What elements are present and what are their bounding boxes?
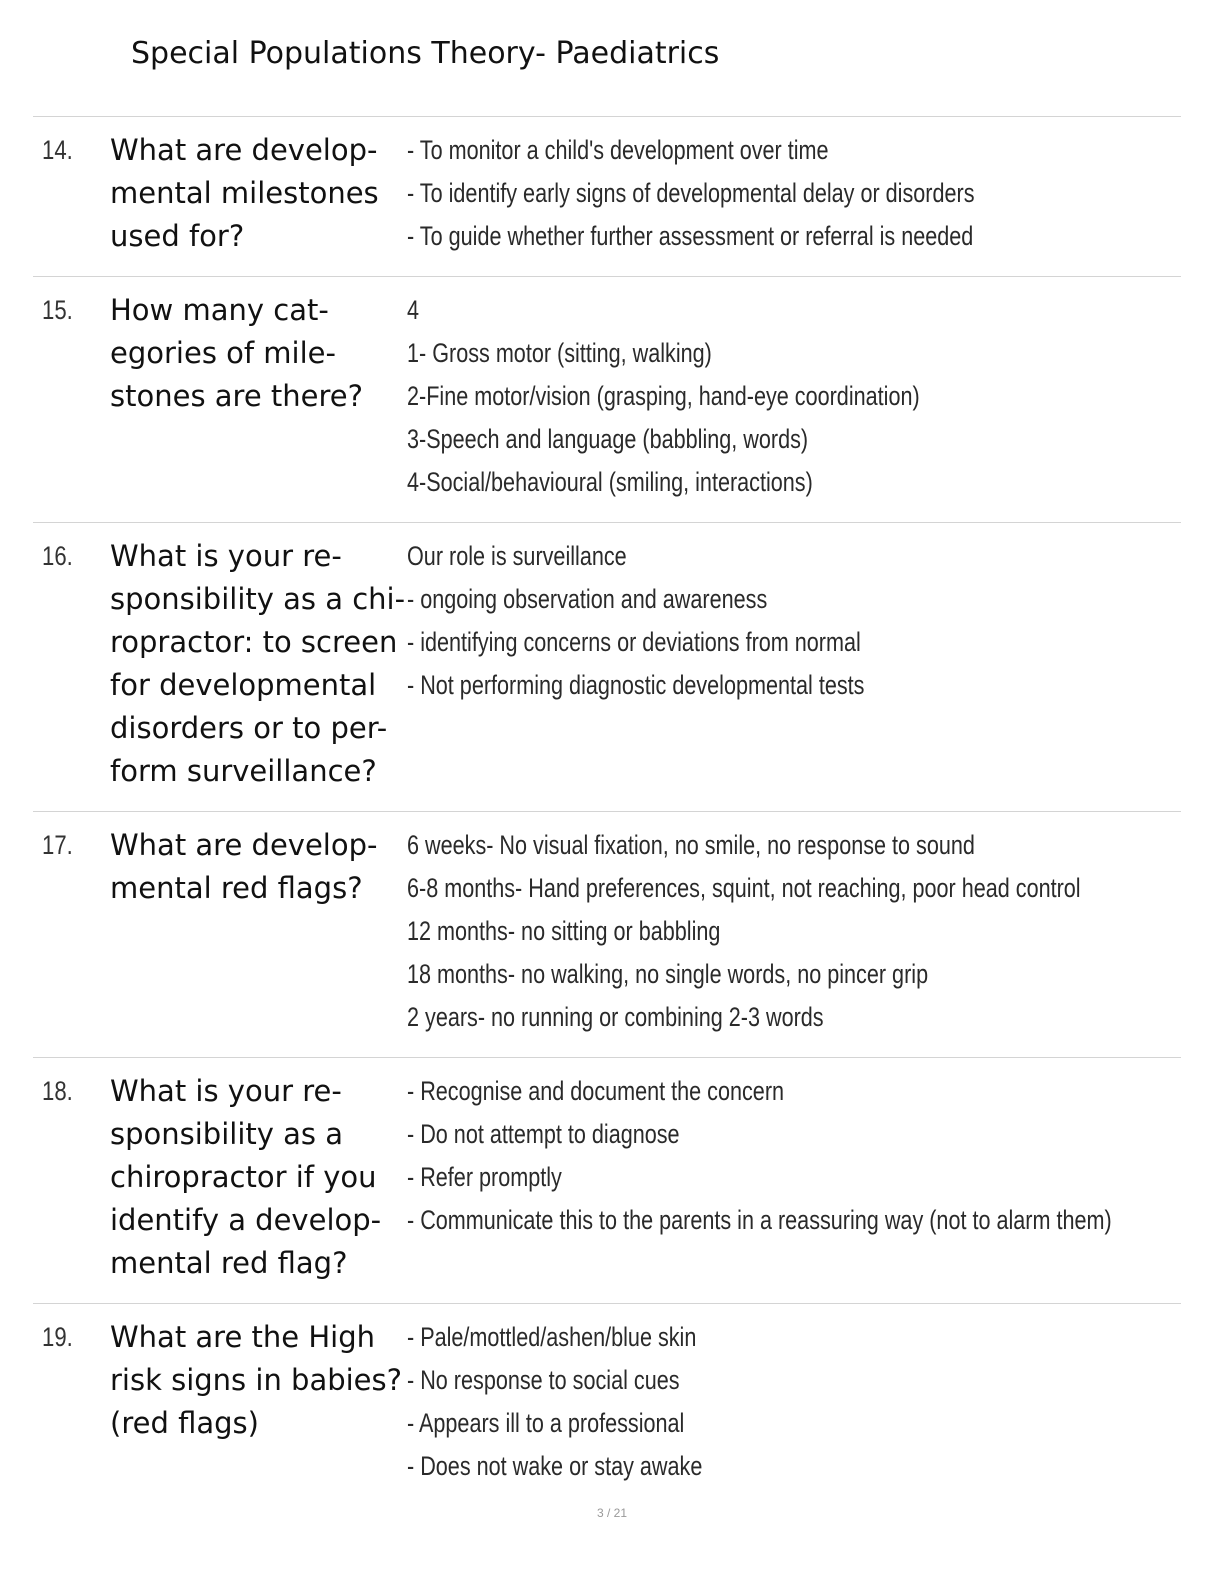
answer-line: - To guide whether further assessment or referral is needed xyxy=(407,221,974,251)
question-line: sponsibility as a xyxy=(110,1117,344,1151)
question-line: mental red flags? xyxy=(110,871,363,905)
card-question xyxy=(110,289,410,418)
divider xyxy=(33,276,1181,277)
question-line: What are develop- xyxy=(110,133,378,167)
question-line: What is your re- xyxy=(110,1074,342,1108)
card-number: 15. xyxy=(42,295,73,325)
card-answer xyxy=(407,1070,1224,1242)
answer-line: Our role is surveillance xyxy=(407,541,627,571)
answer-line: - Do not attempt to diagnose xyxy=(407,1119,680,1149)
answer-line: 4-Social/behavioural (smiling, interactions) xyxy=(407,467,813,497)
page-number: 3 / 21 xyxy=(596,1506,628,1520)
card-answer xyxy=(407,289,1048,504)
question-line: mental red flag? xyxy=(110,1246,348,1280)
answer-line: - To identify early signs of developmental delay or disorders xyxy=(407,178,975,208)
card-number: 17. xyxy=(42,830,73,860)
question-line: disorders or to per- xyxy=(110,711,388,745)
card-answer xyxy=(407,824,1224,1039)
answer-line: - Does not wake or stay awake xyxy=(407,1451,703,1481)
divider xyxy=(33,1057,1181,1058)
page-title: Special Populations Theory- Paediatrics xyxy=(131,36,720,71)
card-answer xyxy=(407,535,979,707)
question-line: What are the High xyxy=(110,1320,375,1354)
card-question xyxy=(110,1070,410,1285)
question-line: sponsibility as a chi- xyxy=(110,582,406,616)
answer-line: - Recognise and document the concern xyxy=(407,1076,785,1106)
card-question xyxy=(110,129,410,258)
card-number: 16. xyxy=(42,541,73,571)
answer-line: 2 years- no running or combining 2-3 words xyxy=(407,1002,824,1032)
answer-line: - Refer promptly xyxy=(407,1162,562,1192)
question-line: chiropractor if you xyxy=(110,1160,377,1194)
question-line: risk signs in babies? xyxy=(110,1363,403,1397)
card-question xyxy=(110,1316,410,1445)
answer-line: - Communicate this to the parents in a reassuring way (not to alarm them) xyxy=(407,1205,1112,1235)
divider xyxy=(33,811,1181,812)
question-line: mental milestones xyxy=(110,176,379,210)
question-line: (red flags) xyxy=(110,1406,259,1440)
card-answer xyxy=(407,1316,776,1488)
answer-line: - Appears ill to a professional xyxy=(407,1408,685,1438)
question-line: form surveillance? xyxy=(110,754,377,788)
divider xyxy=(33,522,1181,523)
card-number: 14. xyxy=(42,135,73,165)
card-question xyxy=(110,535,410,793)
question-line: identify a develop- xyxy=(110,1203,382,1237)
card-question xyxy=(110,824,410,910)
answer-line: 18 months- no walking, no single words, no pincer grip xyxy=(407,959,929,989)
answer-line: 4 xyxy=(407,295,420,325)
card-answer xyxy=(407,129,1116,258)
answer-line: - identifying concerns or deviations from normal xyxy=(407,627,861,657)
divider xyxy=(33,116,1181,117)
answer-line: 1- Gross motor (sitting, walking) xyxy=(407,338,712,368)
question-line: ropractor: to screen xyxy=(110,625,398,659)
question-line: egories of mile- xyxy=(110,336,336,370)
question-line: How many cat- xyxy=(110,293,329,327)
answer-line: 2-Fine motor/vision (grasping, hand-eye coordination) xyxy=(407,381,920,411)
card-number: 18. xyxy=(42,1076,73,1106)
question-line: stones are there? xyxy=(110,379,363,413)
question-line: for developmental xyxy=(110,668,377,702)
answer-line: - To monitor a child's development over time xyxy=(407,135,829,165)
answer-line: - Not performing diagnostic developmental tests xyxy=(407,670,865,700)
answer-line: - No response to social cues xyxy=(407,1365,680,1395)
answer-line: 6 weeks- No visual fixation, no smile, no response to sound xyxy=(407,830,975,860)
divider xyxy=(33,1303,1181,1304)
answer-line: 12 months- no sitting or babbling xyxy=(407,916,721,946)
question-line: What are develop- xyxy=(110,828,378,862)
answer-line: - Pale/mottled/ashen/blue skin xyxy=(407,1322,697,1352)
answer-line: 6-8 months- Hand preferences, squint, not reaching, poor head control xyxy=(407,873,1081,903)
card-number: 19. xyxy=(42,1322,73,1352)
answer-line: - ongoing observation and awareness xyxy=(407,584,768,614)
question-line: used for? xyxy=(110,219,245,253)
answer-line: 3-Speech and language (babbling, words) xyxy=(407,424,809,454)
question-line: What is your re- xyxy=(110,539,342,573)
